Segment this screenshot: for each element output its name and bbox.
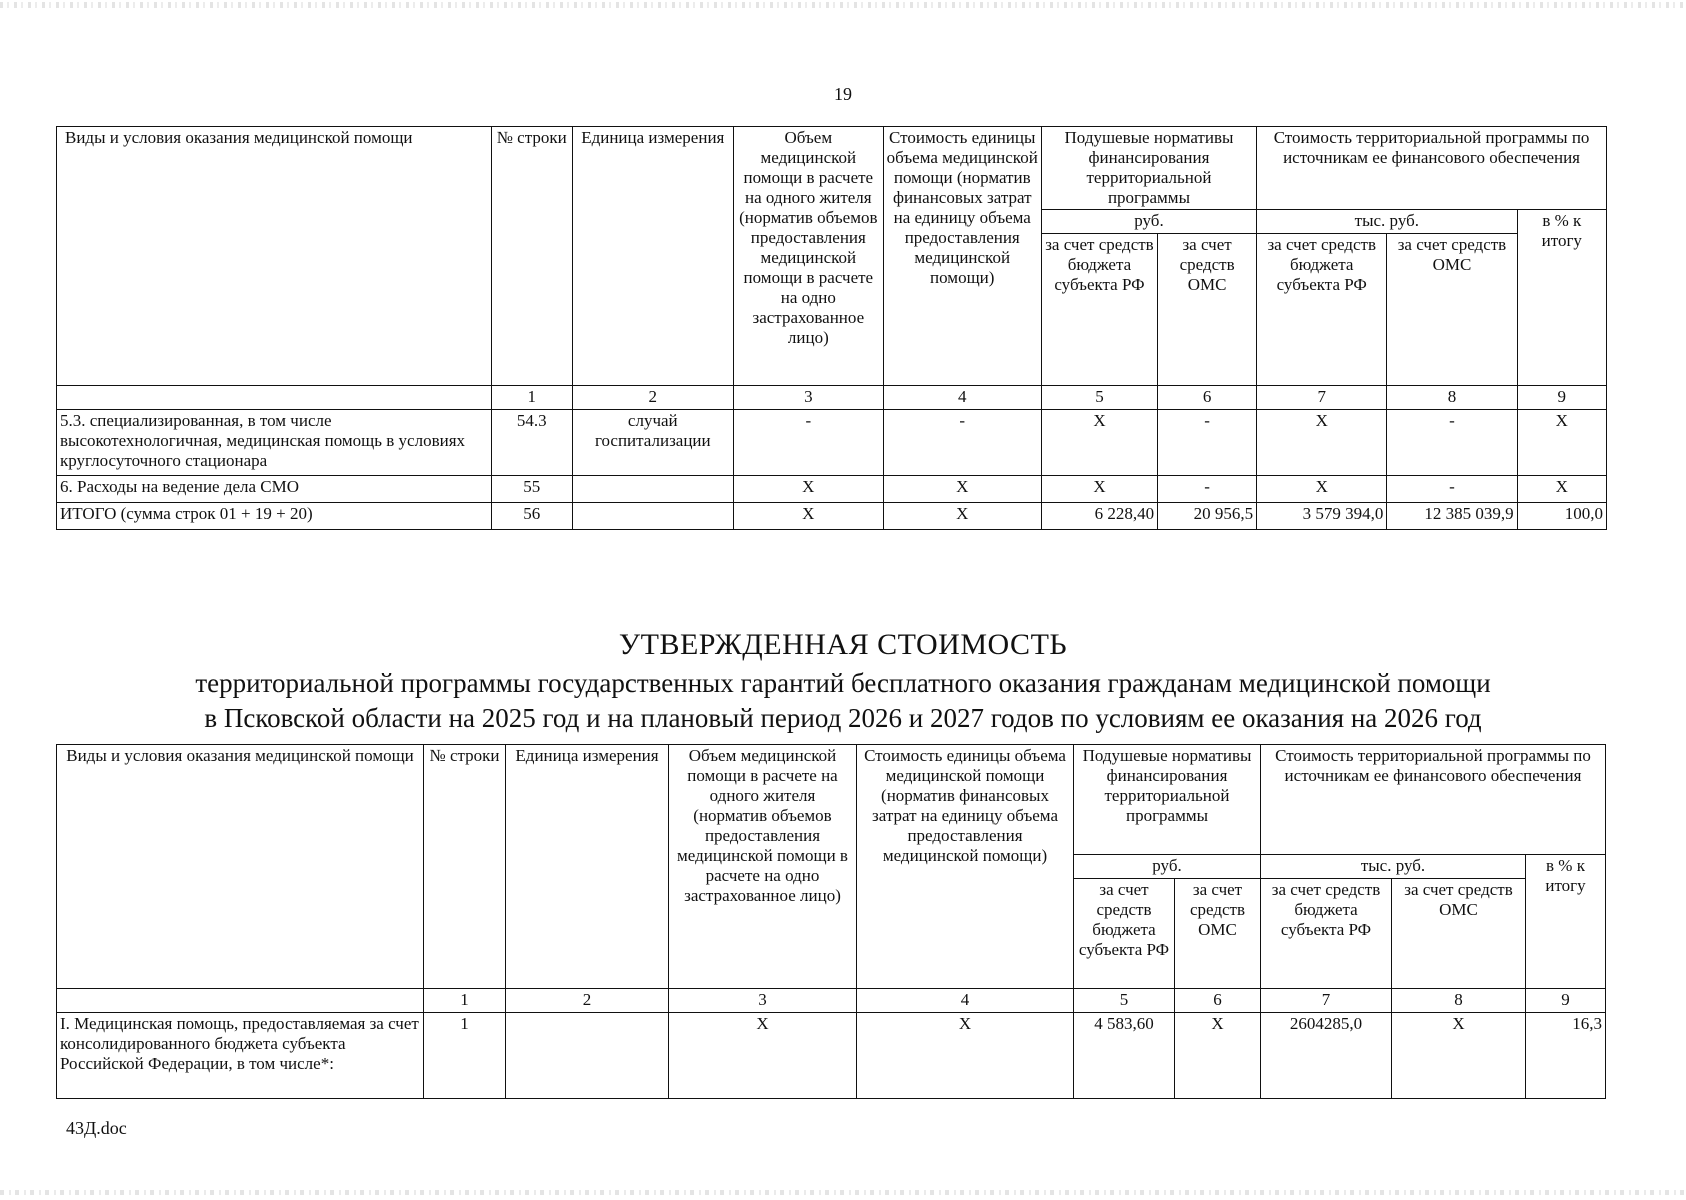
col-number: 1	[424, 989, 506, 1013]
cell-unit	[506, 1013, 669, 1099]
footer-file-name: 43Д.doc	[66, 1118, 127, 1138]
header-thous-rub: тыс. руб.	[1261, 855, 1526, 879]
cell-oms-2: -	[1387, 476, 1517, 503]
cell-pct: Х	[1517, 410, 1606, 476]
col-number: 2	[506, 989, 669, 1013]
header-program-cost: Стоимость территориальной программы по источникам ее финансового обеспечения	[1261, 745, 1606, 855]
cell-oms: -	[1158, 410, 1257, 476]
col-number: 6	[1158, 386, 1257, 410]
header-budget: за счет средств бюджета субъекта РФ	[1041, 234, 1157, 386]
header-unit: Единица измерения	[572, 127, 733, 386]
header-rub: руб.	[1041, 210, 1256, 234]
col-number: 3	[734, 386, 884, 410]
col-number-blank	[57, 989, 424, 1013]
table-row	[57, 410, 1607, 476]
col-number: 6	[1175, 989, 1261, 1013]
cell-budget: 4 583,60	[1074, 1013, 1175, 1099]
cell-oms-2: Х	[1392, 1013, 1526, 1099]
approved-cost-table	[56, 744, 1606, 1099]
header-budget: за счет средств бюджета субъекта РФ	[1074, 879, 1175, 989]
col-number: 4	[857, 989, 1074, 1013]
cell-budget-2: 2604285,0	[1261, 1013, 1392, 1099]
cell-oms: Х	[1175, 1013, 1261, 1099]
header-volume: Объем медицинской помощи в расчете на одного жителя (норматив объемов предоставления медицинской помощи в расчете на одно застрахованное лицо)	[669, 745, 857, 989]
header-kind: Виды и условия оказания медицинской помощи	[57, 127, 492, 386]
header-per-capita: Подушевые нормативы финансирования территориальной программы	[1041, 127, 1256, 210]
header-row-no: № строки	[424, 745, 506, 989]
column-numbers-row	[57, 386, 1607, 410]
cell-pct: 16,3	[1526, 1013, 1606, 1099]
cell-pct: Х	[1517, 476, 1606, 503]
cell-oms-2: 12 385 039,9	[1387, 503, 1517, 530]
cell-budget-2: Х	[1257, 410, 1387, 476]
col-number: 4	[883, 386, 1041, 410]
header-row-no: № строки	[491, 127, 572, 386]
cell-budget-2: Х	[1257, 476, 1387, 503]
col-number-blank	[57, 386, 492, 410]
cell-volume: Х	[734, 503, 884, 530]
cell-budget: 6 228,40	[1041, 503, 1157, 530]
document-title: УТВЕРЖДЕННАЯ СТОИМОСТЬ	[618, 628, 1068, 661]
cell-unit	[572, 503, 733, 530]
col-number: 3	[669, 989, 857, 1013]
cell-unit	[572, 476, 733, 503]
cell-oms-2: -	[1387, 410, 1517, 476]
header-volume: Объем медицинской помощи в расчете на одного жителя (норматив объемов предоставления медицинской помощи в расчете на одно застрахованное лицо)	[734, 127, 884, 386]
document-subtitle-line-1: территориальной программы государственных гарантий бесплатного оказания гражданам медицинской помощи	[195, 668, 1491, 698]
cell-unit-cost: Х	[857, 1013, 1074, 1099]
cell-unit-cost: -	[883, 410, 1041, 476]
cell-row-no: 54.3	[491, 410, 572, 476]
col-number: 7	[1257, 386, 1387, 410]
page-number: 19	[834, 84, 852, 104]
row-name: I. Медицинская помощь, предоставляемая за счет консолидированного бюджета субъекта Российской Федерации, в том числе*:	[57, 1013, 424, 1099]
cell-row-no: 1	[424, 1013, 506, 1099]
scan-edge-top	[0, 2, 1686, 8]
col-number: 5	[1041, 386, 1157, 410]
cell-oms: -	[1158, 476, 1257, 503]
header-pct: в % к итогу	[1517, 210, 1606, 386]
header-kind: Виды и условия оказания медицинской помощи	[57, 745, 424, 989]
cell-budget-2: 3 579 394,0	[1257, 503, 1387, 530]
col-number: 9	[1526, 989, 1606, 1013]
cell-unit: случай госпитализации	[572, 410, 733, 476]
cell-unit-cost: Х	[883, 503, 1041, 530]
cost-table-continued	[56, 126, 1607, 530]
cell-row-no: 56	[491, 503, 572, 530]
col-number: 5	[1074, 989, 1175, 1013]
cell-unit-cost: Х	[883, 476, 1041, 503]
header-rub: руб.	[1074, 855, 1261, 879]
header-oms: за счет средств ОМС	[1158, 234, 1257, 386]
header-unit-cost: Стоимость единицы объема медицинской помощи (норматив финансовых затрат на единицу объема предоставления медицинской помощи)	[857, 745, 1074, 989]
header-oms-2: за счет средств ОМС	[1392, 879, 1526, 989]
header-unit-cost: Стоимость единицы объема медицинской помощи (норматив финансовых затрат на единицу объема предоставления медицинской помощи)	[883, 127, 1041, 386]
document-subtitle-line-2: в Псковской области на 2025 год и на плановый период 2026 и 2027 годов по условиям ее оказания на 2026 год	[204, 703, 1482, 733]
header-thous-rub: тыс. руб.	[1257, 210, 1517, 234]
cell-oms: 20 956,5	[1158, 503, 1257, 530]
header-per-capita: Подушевые нормативы финансирования территориальной программы	[1074, 745, 1261, 855]
cell-pct: 100,0	[1517, 503, 1606, 530]
cell-volume: -	[734, 410, 884, 476]
cell-row-no: 55	[491, 476, 572, 503]
header-oms-2: за счет средств ОМС	[1387, 234, 1517, 386]
cell-volume: Х	[669, 1013, 857, 1099]
col-number: 8	[1392, 989, 1526, 1013]
col-number: 2	[572, 386, 733, 410]
table-row-total	[57, 503, 1607, 530]
scan-edge-bottom	[0, 1190, 1686, 1195]
cell-volume: Х	[734, 476, 884, 503]
header-program-cost: Стоимость территориальной программы по источникам ее финансового обеспечения	[1257, 127, 1607, 210]
cell-budget: Х	[1041, 410, 1157, 476]
cell-budget: Х	[1041, 476, 1157, 503]
row-name: ИТОГО (сумма строк 01 + 19 + 20)	[57, 503, 492, 530]
header-budget-2: за счет средств бюджета субъекта РФ	[1257, 234, 1387, 386]
col-number: 8	[1387, 386, 1517, 410]
table-row	[57, 476, 1607, 503]
header-oms: за счет средств ОМС	[1175, 879, 1261, 989]
row-name: 6. Расходы на ведение дела СМО	[57, 476, 492, 503]
col-number: 1	[491, 386, 572, 410]
col-number: 9	[1517, 386, 1606, 410]
header-budget-2: за счет средств бюджета субъекта РФ	[1261, 879, 1392, 989]
table-row	[57, 1013, 1606, 1099]
col-number: 7	[1261, 989, 1392, 1013]
column-numbers-row	[57, 989, 1606, 1013]
row-name: 5.3. специализированная, в том числе высокотехнологичная, медицинская помощь в условиях круглосуточного стационара	[57, 410, 492, 476]
header-pct: в % к итогу	[1526, 855, 1606, 989]
header-unit: Единица измерения	[506, 745, 669, 989]
